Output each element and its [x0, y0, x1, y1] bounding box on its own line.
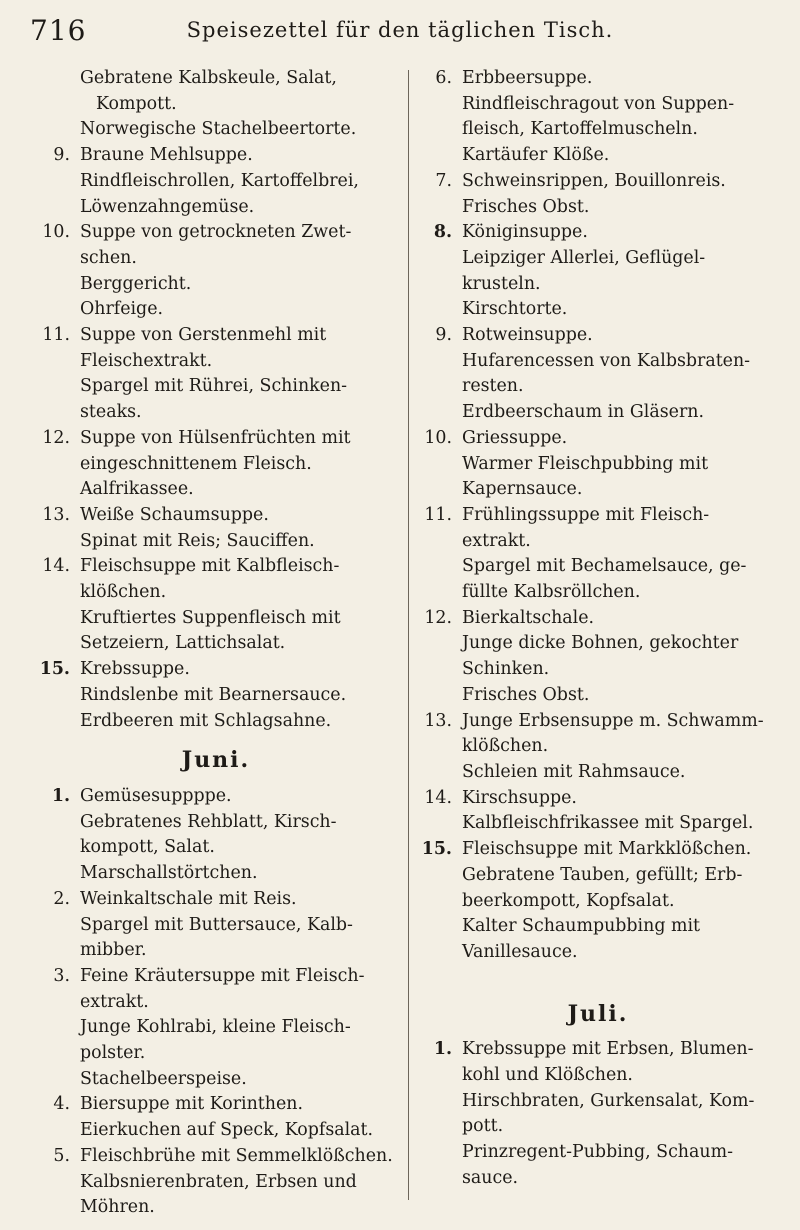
month-heading: Juli. [567, 1000, 629, 1027]
menu-line: Kalbfleischfrikassee mit Spargel. [462, 813, 754, 834]
day-number: 10. [424, 427, 452, 448]
menu-line: Spargel mit Rührei, Schinken- [80, 376, 348, 397]
menu-line: Schinken. [462, 659, 550, 680]
menu-line: Fleischextrakt. [80, 350, 213, 371]
day-number: 3. [53, 965, 70, 986]
menu-line: klößchen. [462, 736, 549, 757]
day-list [420, 1037, 776, 1191]
menu-line: Kirschtorte. [462, 299, 568, 320]
menu-line: Griessuppe. [462, 427, 568, 448]
day-list [38, 143, 394, 734]
day-entry [420, 837, 776, 966]
menu-line: Schleien mit Rahmsauce. [462, 761, 686, 782]
day-entry [420, 606, 776, 709]
day-number: 11. [42, 325, 70, 346]
day-entry [420, 1037, 776, 1191]
menu-line: klößchen. [80, 582, 167, 603]
menu-line: Junge Erbsensuppe m. Schwamm- [462, 710, 764, 731]
day-number: 4. [53, 1094, 70, 1115]
menu-line: Kirschsuppe. [462, 787, 577, 808]
day-list [420, 66, 776, 966]
day-entry [38, 554, 394, 657]
day-list [38, 784, 394, 1221]
menu-line: Erbbeersuppe. [462, 68, 593, 88]
menu-line: Suppe von Hülsenfrüchten mit [80, 427, 351, 448]
page-number: 716 [30, 14, 87, 47]
day-number: 9. [435, 325, 452, 346]
menu-line: Junge dicke Bohnen, gekochter [462, 633, 739, 654]
menu-line: polster. [80, 1043, 146, 1064]
menu-line: Bierkaltschale. [462, 607, 595, 628]
menu-line: Gebratenes Rehblatt, Kirsch- [80, 811, 337, 832]
day-number: 9. [53, 145, 70, 166]
menu-line: Suppe von getrockneten Zwet- [80, 222, 352, 243]
menu-line: Hirschbraten, Gurkensalat, Kom- [462, 1090, 755, 1111]
menu-line: Fleischbrühe mit Semmelklößchen. [80, 1145, 393, 1166]
menu-line: Fleischsuppe mit Kalbfleisch- [80, 556, 340, 577]
menu-line: Gebratene Tauben, gefüllt; Erb- [462, 864, 743, 885]
day-entry [38, 964, 394, 1093]
day-number: 12. [424, 607, 452, 628]
day-number: 1. [51, 785, 70, 806]
day-number: 11. [424, 504, 452, 525]
day-entry [38, 1144, 394, 1221]
menu-line: sauce. [462, 1167, 519, 1188]
day-entry [38, 323, 394, 426]
day-entry [420, 323, 776, 426]
month-heading: Juni. [181, 747, 251, 774]
menu-line: Rindfleischragout von Suppen- [462, 93, 735, 114]
day-entry [420, 169, 776, 220]
menu-line: Rotweinsuppe. [462, 325, 593, 346]
menu-line: Braune Mehlsuppe. [80, 145, 253, 166]
day-entry [38, 887, 394, 964]
menu-line: Eierkuchen auf Speck, Kopfsalat. [80, 1120, 374, 1141]
menu-line: Prinzregent-Pubbing, Schaum- [462, 1142, 733, 1163]
menu-line: Löwenzahngemüse. [80, 196, 255, 217]
menu-line: Krebssuppe mit Erbsen, Blumen- [462, 1039, 754, 1060]
day-entry [420, 503, 776, 606]
menu-line: Ohrfeige. [80, 299, 164, 320]
menu-line: Weiße Schaumsuppe. [80, 504, 269, 525]
day-entry [38, 503, 394, 554]
day-number: 15. [421, 839, 452, 860]
menu-line: Leipziger Allerlei, Geflügel- [462, 247, 706, 268]
day-number: 2. [53, 888, 70, 909]
day-entry [420, 220, 776, 323]
menu-line: Kompott. [96, 93, 177, 114]
menu-line: fleisch, Kartoffelmuscheln. [462, 119, 698, 140]
menu-line: Feine Kräutersuppe mit Fleisch- [80, 965, 365, 986]
menu-line: resten. [462, 376, 524, 397]
menu-line: füllte Kalbsröllchen. [462, 582, 641, 603]
menu-line: Gebratene Kalbskeule, Salat, [80, 68, 337, 88]
day-number: 14. [42, 556, 70, 577]
day-number: 13. [424, 710, 452, 731]
day-entry [38, 220, 394, 323]
day-entry [38, 426, 394, 503]
day-entry [38, 657, 394, 734]
menu-line: Norwegische Stachelbeertorte. [80, 119, 357, 140]
menu-line: pott. [462, 1116, 504, 1137]
day-entry [38, 143, 394, 220]
menu-line: Suppe von Gerstenmehl mit [80, 325, 327, 346]
menu-line: kompott, Salat. [80, 837, 215, 858]
column-divider [408, 70, 409, 1200]
menu-line: Frühlingssuppe mit Fleisch- [462, 504, 710, 525]
day-number: 8. [433, 222, 452, 243]
menu-line: Erdbeerschaum in Gläsern. [462, 402, 704, 423]
menu-line: Rindslenbe mit Bearnersauce. [80, 684, 347, 705]
page-header [0, 0, 800, 60]
day-entry [420, 426, 776, 503]
menu-line: Erdbeeren mit Schlagsahne. [80, 710, 332, 731]
day-number: 12. [42, 427, 70, 448]
menu-line: Schweinsrippen, Bouillonreis. [462, 170, 726, 191]
day-number: 7. [435, 170, 452, 191]
menu-line: Berggericht. [80, 273, 192, 294]
day-number: 5. [53, 1145, 70, 1166]
menu-line: Frisches Obst. [462, 196, 590, 217]
menu-line: kohl und Klößchen. [462, 1065, 633, 1086]
menu-line: Spinat mit Reis; Sauciffen. [80, 530, 315, 551]
menu-line: Kruftiertes Suppenfleisch mit [80, 607, 341, 628]
menu-line: Königinsuppe. [462, 222, 588, 243]
menu-line: Gemüsesuppppe. [80, 785, 232, 806]
day-number: 10. [42, 222, 70, 243]
menu-line: Rindfleischrollen, Kartoffelbrei, [80, 170, 359, 191]
menu-line: Kartäufer Klöße. [462, 145, 610, 166]
menu-line: krusteln. [462, 273, 541, 294]
menu-line: eingeschnittenem Fleisch. [80, 453, 312, 474]
left-column [38, 66, 394, 1221]
menu-line: Hufarencessen von Kalbsbraten- [462, 350, 751, 371]
day-number: 13. [42, 504, 70, 525]
menu-line: extrakt. [462, 530, 531, 551]
menu-line: Marschallstörtchen. [80, 863, 258, 884]
menu-line: extrakt. [80, 991, 149, 1012]
menu-line: Stachelbeerspeise. [80, 1068, 247, 1089]
menu-line: Warmer Fleischpubbing mit [462, 453, 709, 474]
day-entry [420, 709, 776, 786]
menu-line: Weinkaltschale mit Reis. [80, 888, 297, 909]
day-entry [38, 1092, 394, 1143]
day-number: 14. [424, 787, 452, 808]
menu-line: schen. [80, 247, 137, 268]
day-entry [420, 66, 776, 169]
menu-line: Frisches Obst. [462, 684, 590, 705]
day-number: 6. [435, 68, 452, 88]
menu-line: Spargel mit Buttersauce, Kalb- [80, 914, 353, 935]
menu-line: steaks. [80, 402, 142, 423]
menu-line: Junge Kohlrabi, kleine Fleisch- [80, 1017, 351, 1038]
day-entry [420, 786, 776, 837]
right-column [420, 66, 776, 1192]
day-entry [38, 784, 394, 887]
menu-line: Aalfrikassee. [80, 479, 194, 500]
day-number: 15. [39, 659, 70, 680]
menu-line: beerkompott, Kopfsalat. [462, 890, 675, 911]
continued-entry [38, 66, 394, 143]
menu-line: Biersuppe mit Korinthen. [80, 1094, 304, 1115]
menu-line: Setzeiern, Lattichsalat. [80, 633, 286, 654]
menu-line: mibber. [80, 940, 147, 961]
menu-line: Krebssuppe. [80, 659, 190, 680]
menu-line: Kalbsnierenbraten, Erbsen und [80, 1171, 357, 1192]
menu-line: Fleischsuppe mit Markklößchen. [462, 839, 752, 860]
menu-line: Möhren. [80, 1197, 155, 1218]
running-title: Speisezettel für den täglichen Tisch. [186, 18, 614, 42]
menu-line: Vanillesauce. [462, 941, 578, 962]
menu-line: Spargel mit Bechamelsauce, ge- [462, 556, 747, 577]
menu-line: Kapernsauce. [462, 479, 583, 500]
menu-line: Kalter Schaumpubbing mit [462, 916, 701, 937]
day-number: 1. [433, 1039, 452, 1060]
